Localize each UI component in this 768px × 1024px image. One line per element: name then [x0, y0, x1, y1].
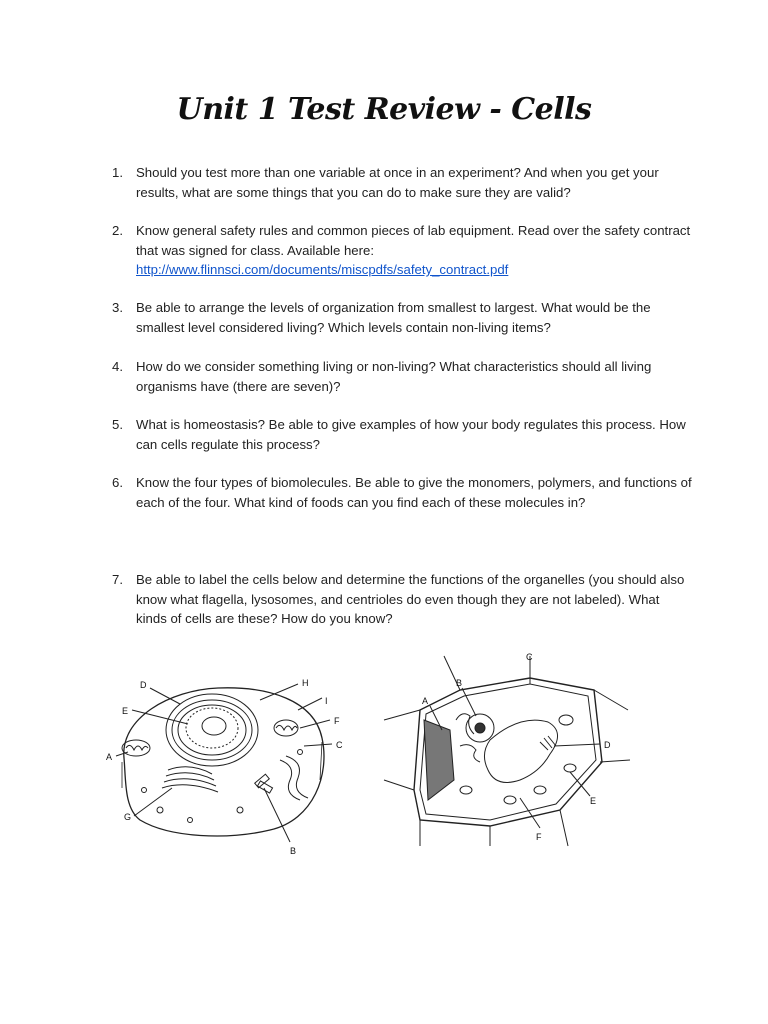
- plant-label-d: D: [604, 740, 611, 750]
- animal-cell-diagram: [100, 670, 360, 860]
- plant-label-c: C: [526, 652, 533, 662]
- animal-label-a: A: [106, 752, 113, 762]
- plant-label-b: B: [456, 678, 463, 688]
- question-2: [112, 221, 692, 280]
- question-text: Know the four types of biomolecules. Be able to give the monomers, polymers, and functions of each of the four. What kind of foods can you find each of these molecules in?: [136, 475, 692, 510]
- animal-label-g: G: [124, 812, 132, 822]
- question-text: Should you test more than one variable at once in an experiment? And when you get your results, what are some things that you can do to make sure they are valid?: [136, 165, 659, 200]
- question-3: [112, 298, 692, 337]
- question-number: 5.: [112, 417, 123, 432]
- animal-label-h: H: [302, 678, 309, 688]
- plant-cell-diagram: [380, 650, 640, 850]
- animal-label-d: D: [140, 680, 147, 690]
- page-title: Unit 1 Test Review - Cells: [176, 92, 592, 127]
- question-number: 6.: [112, 475, 123, 490]
- question-text: How do we consider something living or non-living? What characteristics should all living organisms have (there are seven)?: [136, 359, 652, 394]
- question-number: 4.: [112, 359, 123, 374]
- question-5: [112, 415, 692, 454]
- animal-label-e: E: [122, 706, 129, 716]
- question-7: [112, 570, 692, 629]
- question-number: 2.: [112, 223, 123, 238]
- safety-contract-link[interactable]: http://www.flinnsci.com/documents/miscpdfs/safety_contract.pdf: [136, 262, 509, 278]
- question-text: Be able to arrange the levels of organization from smallest to largest. What would be the smallest level considered living? Which levels contain non-living items?: [136, 300, 651, 335]
- animal-label-c: C: [336, 740, 343, 750]
- question-6: [112, 473, 692, 512]
- question-number: 7.: [112, 572, 123, 587]
- question-number: 1.: [112, 165, 123, 180]
- animal-label-i: I: [325, 696, 328, 706]
- question-text: Know general safety rules and common pieces of lab equipment. Read over the safety contract that was signed for class. Available here:: [136, 223, 691, 258]
- question-number: 3.: [112, 300, 123, 315]
- question-4: [112, 357, 692, 396]
- plant-label-a: A: [422, 696, 429, 706]
- animal-label-b: B: [290, 846, 297, 856]
- animal-label-f: F: [334, 716, 340, 726]
- question-text: Be able to label the cells below and determine the functions of the organelles (you should also know what flagella, lysosomes, and centrioles do even though they are not labeled). What kinds of cells are these? How do you know?: [136, 572, 685, 627]
- question-1: [112, 163, 692, 202]
- question-text: What is homeostasis? Be able to give examples of how your body regulates this process. How can cells regulate this process?: [136, 417, 686, 452]
- plant-label-e: E: [590, 796, 597, 806]
- plant-label-f: F: [536, 832, 542, 842]
